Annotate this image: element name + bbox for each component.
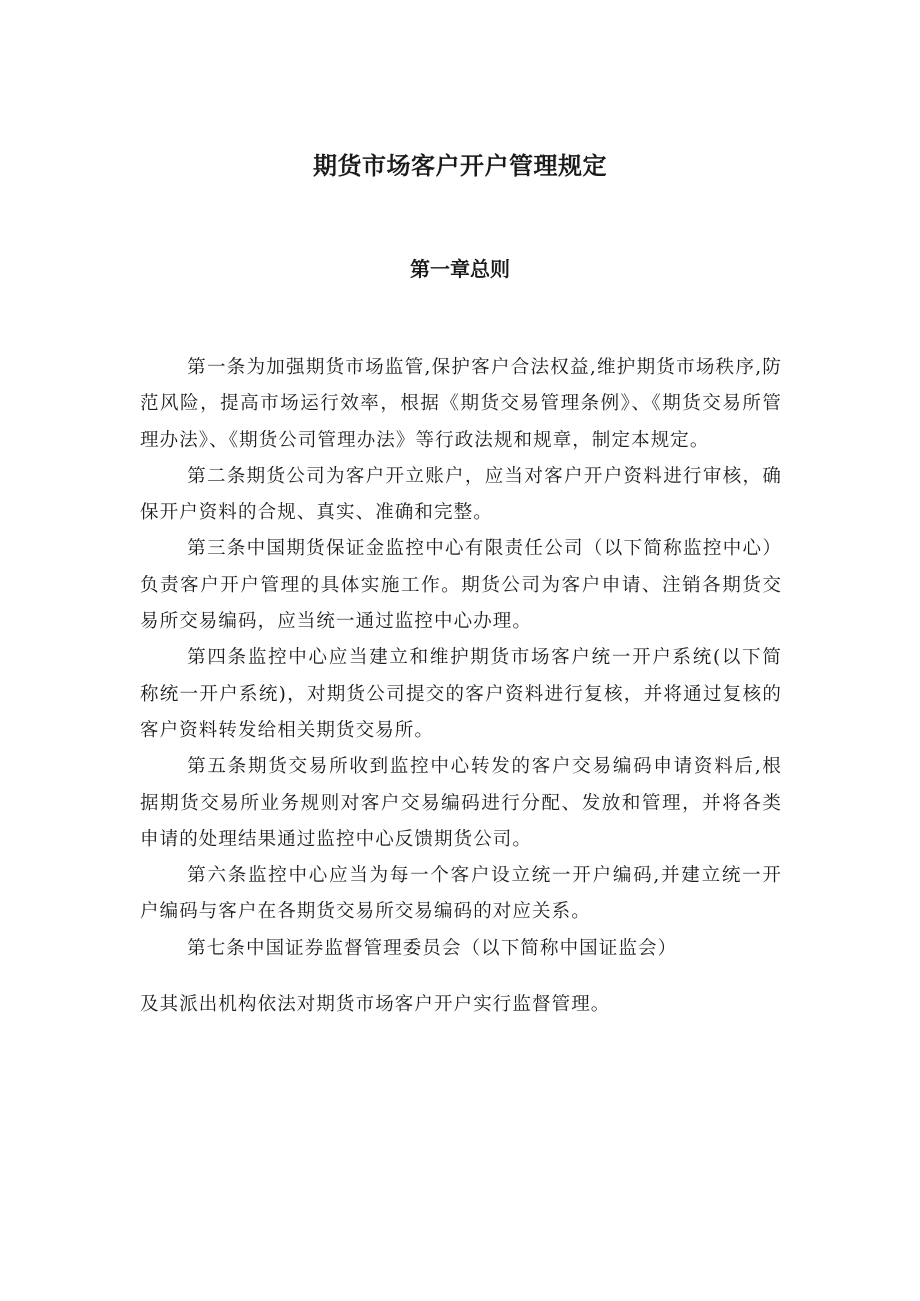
document-body (140, 350, 782, 1023)
chapter-heading: 第一章总则 (410, 257, 510, 281)
article-3: 第三条中国期货保证金监控中心有限责任公司（以下简称监控中心）负责客户开户管理的具体实施工作。期货公司为客户申请、注销各期货交易所交易编码，应当统一通过监控中心办理。 (140, 538, 782, 633)
article-7: 第七条中国证券监督管理委员会（以下简称中国证监会） (187, 937, 678, 959)
article-4: 第四条监控中心应当建立和维护期货市场客户统一开户系统(以下简称统一开户系统)，对期货公司提交的客户资料进行复核，并将通过复核的客户资料转发给相关期货交易所。 (140, 647, 782, 741)
article-7-continuation: 及其派出机构依法对期货市场客户开户实行监督管理。 (140, 994, 611, 1016)
article-1: 第一条为加强期货市场监管,保护客户合法权益,维护期货市场秩序,防范风险，提高市场运行效率，根据《期货交易管理条例》、《期货交易所管理办法》、《期货公司管理办法》等行政法规和规章，制定本规定。 (140, 357, 782, 451)
document-title: 期货市场客户开户管理规定 (313, 152, 607, 180)
article-5: 第五条期货交易所收到监控中心转发的客户交易编码申请资料后,根据期货交易所业务规则对客户交易编码进行分配、发放和管理，并将各类申请的处理结果通过监控中心反馈期货公司。 (140, 756, 782, 850)
article-6: 第六条监控中心应当为每一个客户设立统一开户编码,并建立统一开户编码与客户在各期货交易所交易编码的对应关系。 (140, 865, 782, 923)
article-2: 第二条期货公司为客户开立账户，应当对客户开户资料进行审核，确保开户资料的合规、真实、准确和完整。 (140, 465, 782, 524)
